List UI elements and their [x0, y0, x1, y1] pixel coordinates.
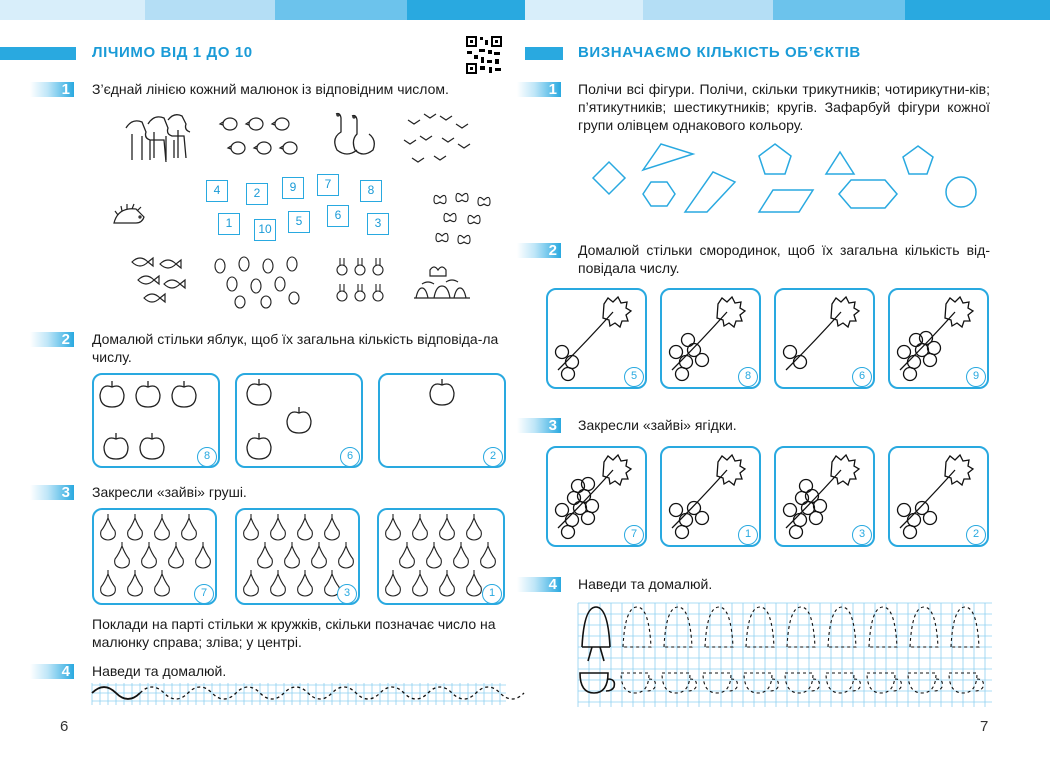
berry-icon	[908, 514, 921, 527]
pear-icon	[298, 514, 313, 540]
left-task2-text: Домалюй стільки яблук, щоб їх загальна кількість відповіда-ла числу.	[92, 331, 499, 365]
branch-stem	[786, 312, 841, 370]
right-task2-number-tab: 2	[517, 243, 561, 258]
right-task2-text: Домалюй стільки смородинок, щоб їх загальна кількість від-повідала числу.	[578, 242, 990, 276]
target-number-badge: 6	[340, 447, 360, 467]
target-number-badge: 5	[624, 367, 644, 387]
left-page-number: 6	[60, 718, 69, 735]
hexagon-shape	[643, 182, 675, 206]
leaf-icon	[945, 297, 973, 327]
berry-box[interactable]	[660, 446, 761, 547]
number-card[interactable]: 6	[327, 205, 349, 227]
right-task4-text: Наведи та домалюй.	[578, 576, 713, 592]
berry-icon	[924, 354, 937, 367]
pear-icon	[155, 514, 170, 540]
right-task1-text: Полічи всі фігури. Полічи, скільки трикутників; чотирикутни-ків; п’ятикутників; шестикутників; кругів. Зафарбуй фігури кожної групи олівцем однакового кольору.	[578, 81, 990, 133]
target-number-badge: 8	[738, 367, 758, 387]
currant-box[interactable]	[546, 288, 647, 389]
berry-icon	[928, 342, 941, 355]
right-task1-number-tab: 1	[517, 82, 561, 97]
fish-picture	[128, 254, 188, 306]
berry-icon	[586, 500, 599, 513]
leaf-icon	[717, 455, 745, 485]
berry-icon	[898, 504, 911, 517]
left-task4-number-tab: 4	[30, 664, 74, 679]
right-header-bar	[525, 47, 563, 60]
leaf-icon	[603, 297, 631, 327]
right-section-title: ВИЗНАЧАЄМО КІЛЬКІСТЬ ОБ’ЄКТІВ	[578, 44, 861, 61]
number-card[interactable]: 1	[218, 213, 240, 235]
berry-icon	[670, 504, 683, 517]
pear-icon	[467, 514, 482, 540]
birds-picture	[400, 110, 472, 172]
pear-icon	[271, 570, 286, 596]
berry-icon	[784, 346, 797, 359]
pear-icon	[440, 514, 455, 540]
circle-shape	[946, 177, 976, 207]
pear-icon	[481, 542, 496, 568]
top-stripe-7	[773, 0, 905, 20]
pear-icon	[312, 542, 327, 568]
number-card[interactable]: 10	[254, 219, 276, 241]
pear-icon	[386, 570, 401, 596]
top-stripe-6	[643, 0, 773, 20]
left-task1-number-tab: 1	[30, 82, 74, 97]
branch-stem	[672, 470, 727, 528]
top-stripe-8	[905, 0, 1050, 20]
berry-icon	[562, 526, 575, 539]
number-card[interactable]: 5	[288, 211, 310, 233]
berry-icon	[794, 514, 807, 527]
hexagon-shape	[839, 180, 897, 208]
pear-icon	[128, 514, 143, 540]
pentagon-shape	[759, 144, 791, 174]
berry-box[interactable]	[774, 446, 875, 547]
berry-icon	[904, 526, 917, 539]
leaf-icon	[945, 455, 973, 485]
top-stripe-2	[145, 0, 275, 20]
berry-icon	[696, 354, 709, 367]
berry-icon	[696, 512, 709, 525]
right-task3-number-tab: 3	[517, 418, 561, 433]
top-stripe-5	[525, 0, 643, 20]
berry-icon	[800, 480, 813, 493]
target-number-badge: 8	[197, 447, 217, 467]
berry-icon	[562, 368, 575, 381]
berry-icon	[582, 478, 595, 491]
berry-icon	[924, 512, 937, 525]
leaf-icon	[603, 455, 631, 485]
right-page-number: 7	[980, 718, 989, 735]
currant-box[interactable]	[774, 288, 875, 389]
pear-icon	[427, 542, 442, 568]
pear-icon	[182, 514, 197, 540]
frogs-picture	[410, 262, 474, 306]
left-task3-number-tab: 3	[30, 485, 74, 500]
berry-icon	[784, 504, 797, 517]
pear-box[interactable]	[92, 508, 217, 605]
pear-icon	[155, 570, 170, 596]
top-stripe-1	[0, 0, 145, 20]
left-task1-text: З’єднай лінією кожний малюнок із відповідним числом.	[92, 81, 449, 97]
qr-code-icon[interactable]	[465, 35, 503, 75]
pear-icon	[440, 570, 455, 596]
berry-icon	[566, 356, 579, 369]
berry-icon	[680, 356, 693, 369]
number-card[interactable]: 8	[360, 180, 382, 202]
pear-icon	[339, 542, 354, 568]
currant-box[interactable]	[888, 288, 989, 389]
left-section-title: ЛІЧИМО ВІД 1 ДО 10	[92, 44, 253, 61]
berry-icon	[904, 368, 917, 381]
pear-icon	[128, 570, 143, 596]
berry-icon	[810, 512, 823, 525]
target-number-badge: 1	[482, 584, 502, 604]
target-number-badge: 2	[966, 525, 986, 545]
apple-box[interactable]	[235, 373, 363, 468]
leaf-icon	[831, 455, 859, 485]
egg-cup-tracing-grid[interactable]	[578, 603, 992, 707]
target-number-badge: 7	[624, 525, 644, 545]
target-number-badge: 7	[194, 584, 214, 604]
pear-icon	[298, 570, 313, 596]
pear-icon	[115, 542, 130, 568]
geese-picture	[328, 110, 376, 162]
pear-icon	[169, 542, 184, 568]
berry-icon	[556, 346, 569, 359]
target-number-badge: 1	[738, 525, 758, 545]
parallelogram-shape	[759, 190, 813, 212]
number-card[interactable]: 7	[317, 174, 339, 196]
pear-icon	[413, 514, 428, 540]
rabbits-picture	[334, 256, 390, 310]
number-card[interactable]: 4	[206, 180, 228, 202]
branch-stem	[672, 312, 727, 370]
pear-icon	[413, 570, 428, 596]
top-stripe-3	[275, 0, 407, 20]
branch-stem	[900, 312, 955, 370]
branch-stem	[558, 312, 613, 370]
berry-icon	[680, 514, 693, 527]
target-number-badge: 3	[337, 584, 357, 604]
pear-icon	[196, 542, 211, 568]
number-card[interactable]: 3	[367, 213, 389, 235]
right-task3-text: Закресли «зайві» ягідки.	[578, 417, 737, 433]
berry-icon	[682, 334, 695, 347]
left-task4-text: Наведи та домалюй.	[92, 663, 227, 679]
berry-icon	[670, 346, 683, 359]
leaf-icon	[831, 297, 859, 327]
chicks-picture	[218, 112, 298, 164]
shapes-drawing	[585, 142, 985, 212]
number-card[interactable]: 2	[246, 183, 268, 205]
left-task2-number-tab: 2	[30, 332, 74, 347]
target-number-badge: 6	[852, 367, 872, 387]
hedgehog-picture	[110, 203, 150, 229]
berry-box[interactable]	[888, 446, 989, 547]
pear-icon	[454, 542, 469, 568]
currant-box[interactable]	[660, 288, 761, 389]
berry-icon	[790, 526, 803, 539]
apple-box[interactable]	[92, 373, 220, 468]
left-header-bar	[0, 47, 76, 60]
pear-box[interactable]	[377, 508, 505, 605]
triangle-shape	[826, 152, 854, 174]
pear-icon	[467, 570, 482, 596]
berry-icon	[908, 356, 921, 369]
pear-icon	[285, 542, 300, 568]
berry-icon	[676, 526, 689, 539]
pear-box[interactable]	[235, 508, 360, 605]
butterflies-picture	[432, 190, 494, 248]
berry-icon	[814, 500, 827, 513]
pear-icon	[400, 542, 415, 568]
triangle-shape	[643, 144, 693, 170]
pear-icon	[101, 570, 116, 596]
pear-icon	[244, 570, 259, 596]
target-number-badge: 2	[483, 447, 503, 467]
top-stripe-4	[407, 0, 525, 20]
rhombus-shape	[593, 162, 625, 194]
berry-icon	[898, 346, 911, 359]
target-number-badge: 9	[966, 367, 986, 387]
berry-icon	[556, 504, 569, 517]
pear-icon	[386, 514, 401, 540]
berry-icon	[582, 512, 595, 525]
number-card[interactable]: 9	[282, 177, 304, 199]
left-task3-text: Закресли «зайві» груші.	[92, 484, 247, 500]
pear-icon	[258, 542, 273, 568]
berry-box[interactable]	[546, 446, 647, 547]
beetles-picture	[210, 256, 306, 310]
branch-stem	[786, 470, 841, 528]
pear-icon	[271, 514, 286, 540]
target-number-badge: 3	[852, 525, 872, 545]
berry-icon	[794, 356, 807, 369]
pear-icon	[101, 514, 116, 540]
leaf-icon	[717, 297, 745, 327]
pear-icon	[142, 542, 157, 568]
wave-tracing-grid[interactable]	[92, 683, 506, 709]
right-task4-number-tab: 4	[517, 577, 561, 592]
branch-stem	[900, 470, 955, 528]
left-task3-extra-text: Поклади на парті стільки ж кружків, скільки позначає число на малюнку справа; зліва; у центрі.	[92, 616, 496, 650]
apple-box[interactable]	[378, 373, 506, 468]
parallelogram-shape	[685, 172, 735, 212]
berry-icon	[676, 368, 689, 381]
pentagon-shape	[903, 146, 933, 174]
pear-icon	[244, 514, 259, 540]
berry-icon	[566, 514, 579, 527]
pear-icon	[325, 514, 340, 540]
horses-picture	[120, 110, 192, 170]
